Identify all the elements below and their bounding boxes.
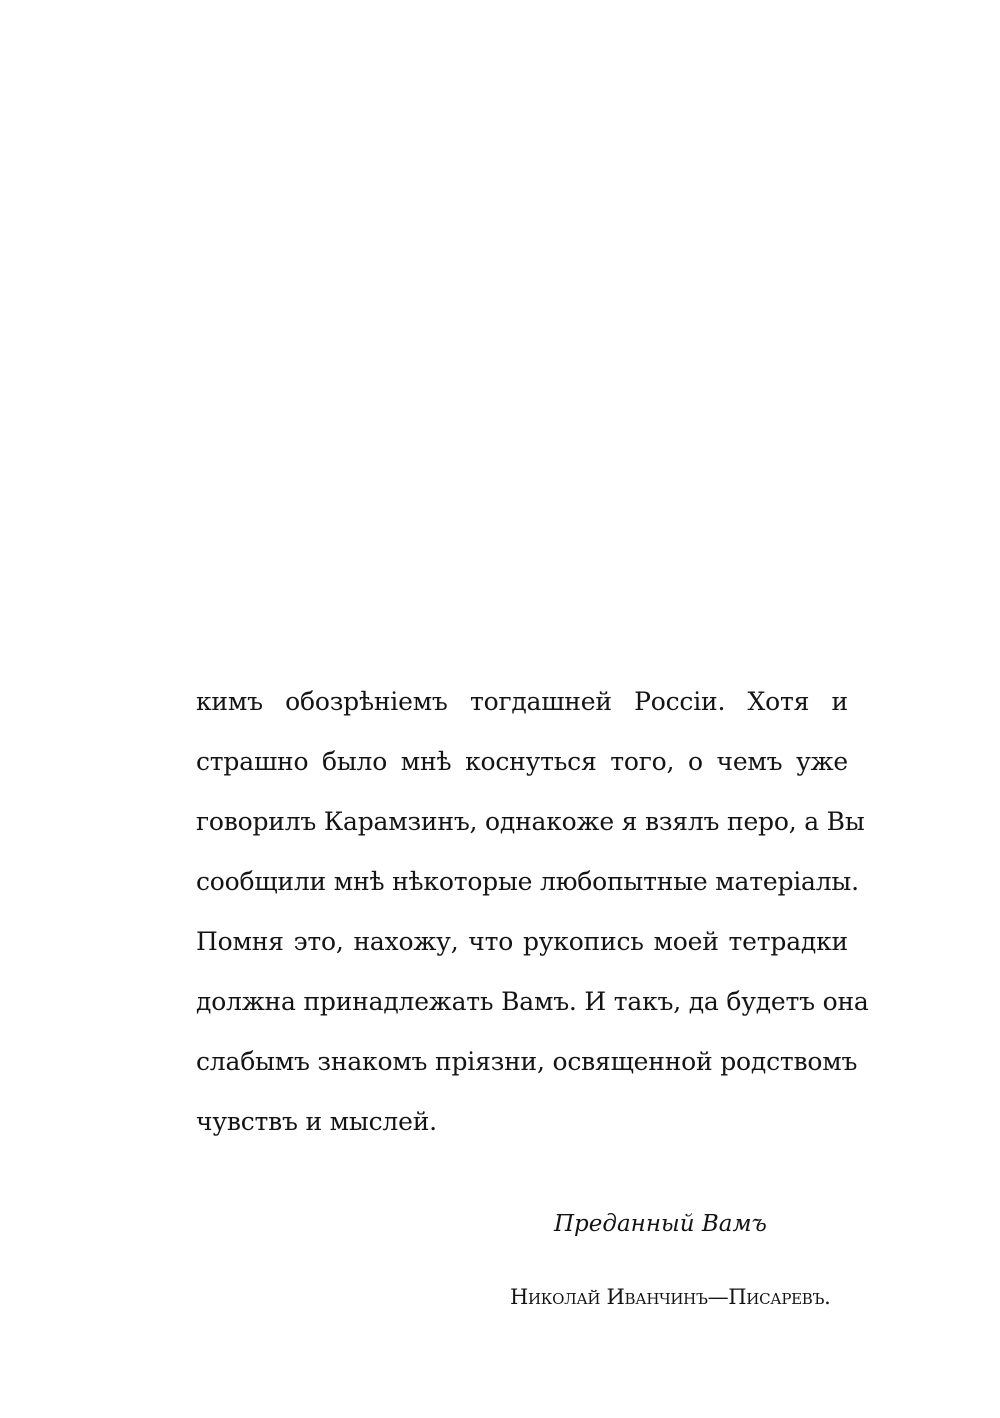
text-line: чувствъ и мыслей. (196, 1107, 437, 1136)
text-line: страшно было мнѣ коснуться того, о чемъ уже (196, 747, 848, 776)
letter-body (196, 672, 869, 1152)
text-line: Помня это, нахожу, что рукопись моей тетрадки (196, 927, 848, 956)
author-signature: Николай Иванчинъ—Писаревъ. (510, 1285, 831, 1309)
text-line: сообщили мнѣ нѣкоторые любопытные матеріалы. (196, 867, 859, 896)
text-line: должна принадлежать Вамъ. И такъ, да будетъ она (196, 987, 869, 1016)
text-line: слабымъ знакомъ пріязни, освященной родствомъ (196, 1047, 858, 1076)
letter-closing: Преданный Вамъ (554, 1211, 767, 1237)
text-line: говорилъ Карамзинъ, однакоже я взялъ перо, а Вы (196, 807, 865, 836)
text-line: кимъ обозрѣніемъ тогдашней Россіи. Хотя и (196, 687, 848, 716)
